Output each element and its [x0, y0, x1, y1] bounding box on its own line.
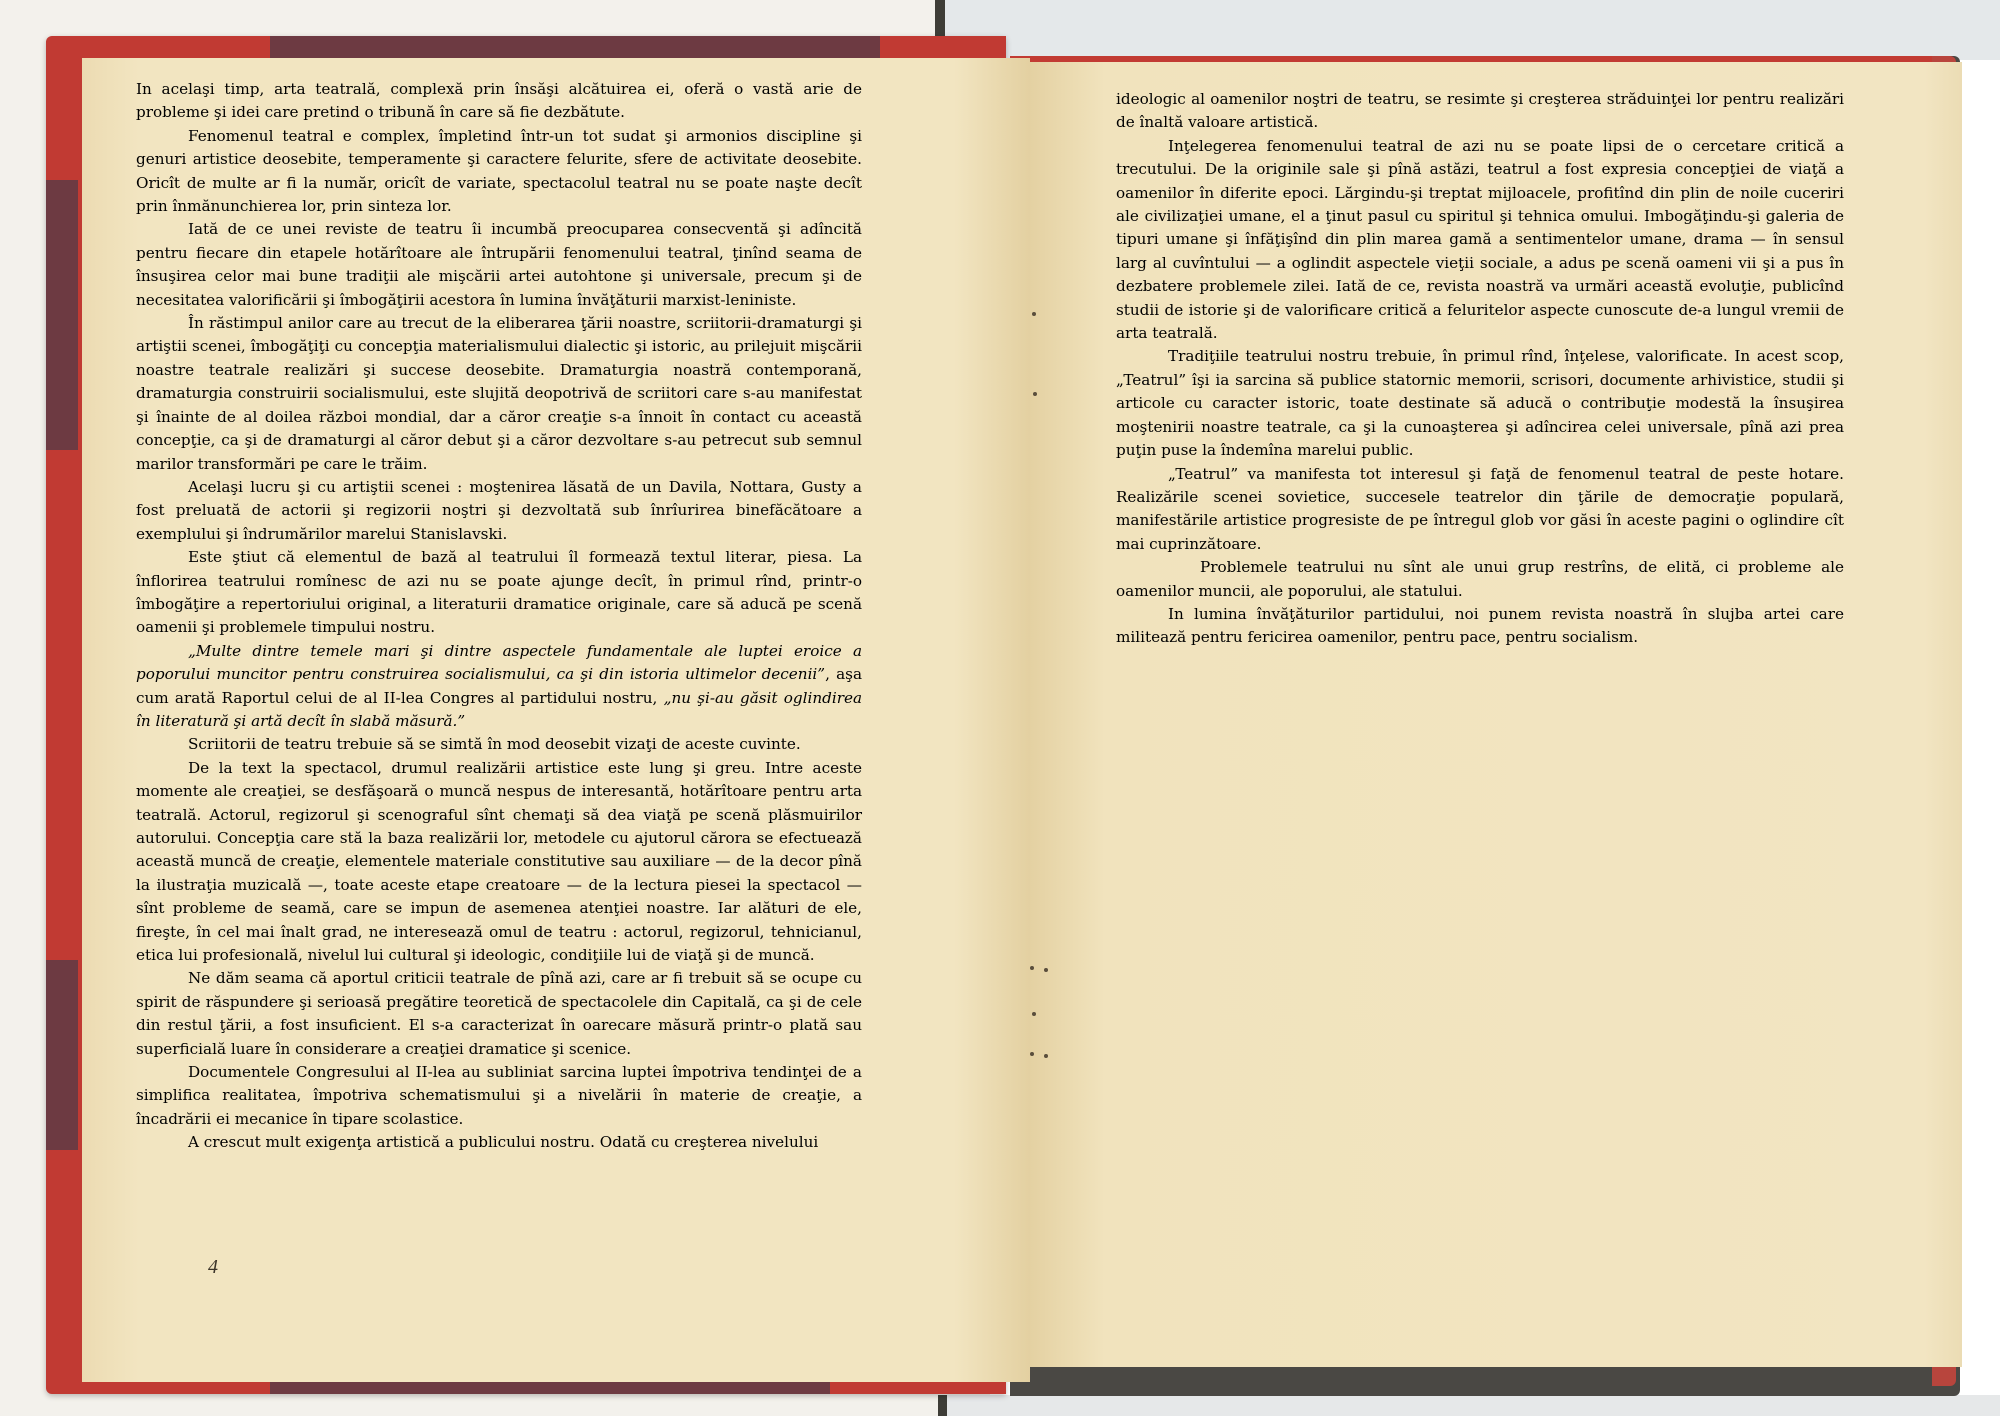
- left-page-text: [136, 78, 862, 1155]
- congress-quote-paragraph: [136, 640, 862, 734]
- binding-stitch: [1044, 968, 1048, 972]
- paragraph: In lumina învăţăturilor partidului, noi punem revista noastră în slujba artei care militează pentru fericirea oamenilor, pentru pace, pentru socialism.: [1116, 604, 1844, 647]
- paragraph: In acelaşi timp, arta teatrală, complexă prin însăşi alcătuirea ei, oferă o vastă arie de probleme şi idei care pretind o tribună în care să fie dezbătute.: [136, 80, 862, 122]
- paragraph: Iată de ce unei reviste de teatru îi incumbă preocuparea consecventă şi adîncită pentru fiecare din etapele hotărîtoare ale întrupării fenomenului teatral, ţinînd seama de însuşirea celor mai bune tradiţii ale mişcării artei autohtone şi universale, precum şi de necesitatea valorificării şi îmbogăţirii acestora în lumina învăţăturii marxist-leniniste.: [136, 220, 862, 309]
- page-number: 4: [208, 1256, 218, 1278]
- paragraph: De la text la spectacol, drumul realizării artistice este lung şi greu. Intre aceste momente ale creaţiei, se desfăşoară o muncă nespus de interesantă, hotărîtoare pentru arta teatrală. Actorul, regizorul şi scenograful sînt chemaţi să dea viaţă pe scenă plăsmuirilor autorului. Concepţia care stă la baza realizării lor, metodele cu ajutorul cărora se efectuează această muncă de creaţie, elementele materiale constitutive sau auxiliare — de la decor pînă la ilustraţia muzicală —, toate aceste etape creatoare — de la lectura piesei la spectacol — sînt probleme de seamă, care se impun de asemenea atenţiei noastre. Iar alături de ele, fireşte, în cel mai înalt grad, ne interesează omul de teatru : actorul, regizorul, tehnicianul, etica lui profesională, nivelul lui cultural şi ideologic, condiţiile lui de viaţă şi de muncă.: [136, 758, 862, 965]
- binding-stitch: [1032, 312, 1036, 316]
- cover-cloth-strip-top: [270, 36, 880, 60]
- binding-stitch: [1044, 1054, 1048, 1058]
- paragraph: Fenomenul teatral e complex, împletind într-un tot sudat şi armonios discipline şi genuri artistice deosebite, temperamente şi caractere felurite, sfere de activitate deosebite. Oricît de multe ar fi la număr, oricît de variate, spectacolul teatral nu se poate naşte decît prin înmănunchierea lor, prin sinteza lor.: [136, 126, 862, 216]
- binding-stitch: [1030, 966, 1034, 970]
- paragraph: Ne dăm seama că aportul criticii teatrale de pînă azi, care ar fi trebuit să se ocupe cu spirit de răspundere şi serioasă pregătire teoretică de spectacolele din Capitală, ca şi de cele din restul ţării, a fost insuficient. El s-a caracterizat în oarecare măsură printr-o plată sau superficială luare în considerare a creaţiei dramatice şi scenice.: [136, 969, 862, 1058]
- paragraph: Documentele Congresului al II-lea au subliniat sarcina luptei împotriva tendinţei de a simplifica realitatea, împotriva schematismului şi a nivelării în materie de creaţie, a încadrării ei mecanice în tipare scolastice.: [136, 1063, 862, 1128]
- binding-stitch: [1030, 1052, 1034, 1056]
- binding-stitch: [1032, 1012, 1036, 1016]
- binding-stitch: [1033, 392, 1037, 396]
- paragraph: Inţelegerea fenomenului teatral de azi nu se poate lipsi de o cercetare critică a trecutului. De la originile sale şi pînă astăzi, teatrul a fost expresia concepţiei de viaţă a oamenilor în diferite epoci. Lărgindu-şi treptat mijloacele, profitînd din plin de noile cuceriri ale civilizaţiei umane, el a ţinut pasul cu spiritul şi tehnica omului. Imbogăţindu-şi galeria de tipuri umane şi înfăţişînd din plin marea gamă a sentimentelor umane, drama — în sensul larg al cuvîntului — a oglindit aspectele vieţii sociale, a adus pe scenă oameni vii şi a pus în dezbatere problemele zilei. Iată de ce, revista noastră va urmări această evoluţie, publicînd studii de istorie şi de valorificare critică a feluritelor aspecte cunoscute de-a lungul vremii de arta teatrală.: [1116, 136, 1844, 343]
- quote-connector: , aşa cum arată Raportul celui de al II-lea Congres al partidului nostru,: [136, 665, 862, 707]
- paragraph: ideologic al oamenilor noştri de teatru, se resimte şi creşterea străduinţei lor pentru realizări de înaltă valoare artistică.: [1116, 90, 1844, 132]
- paragraph: A crescut mult exigenţa artistică a publicului nostru. Odată cu creşterea nivelului: [188, 1133, 819, 1152]
- cover-cloth-strip-side: [46, 180, 78, 450]
- paragraph: În răstimpul anilor care au trecut de la eliberarea ţării noastre, scriitorii-dramaturgi şi artiştii scenei, îmbogăţiţi cu concepţia materialismului dialectic şi istoric, au prilejuit mişcării noastre teatrale realizări şi succese deosebite. Dramaturgia noastră contemporană, dramaturgia construirii socialismului, este slujită deopotrivă de scriitori care s-au manifestat şi înainte de al doilea război mondial, dar a căror creaţie s-a înnoit în contact cu această concepţie, ca şi de dramaturgi al căror debut şi a căror dezvoltare s-au petrecut sub semnul marilor transformări pe care le trăim.: [136, 314, 862, 473]
- background-right-top: [935, 0, 2000, 60]
- right-page-text: [1116, 88, 1844, 650]
- quote-italic: „Multe dintre temele mari şi dintre aspectele fundamentale ale luptei eroice a poporului muncitor pentru construirea socialismului, ca şi din istoria ultimelor decenii”: [136, 641, 862, 684]
- quote-italic: „nu şi-au găsit oglindirea în literatură şi artă decît în slabă măsură.”: [136, 688, 862, 730]
- background-bottom: [945, 1395, 2000, 1416]
- background-bottom-edge: [938, 1395, 947, 1416]
- paragraph: Tradiţiile teatrului nostru trebuie, în primul rînd, înţelese, valorificate. In acest scop, „Teatrul” îşi ia sarcina să publice statornic memorii, scrisori, documente arhivistice, studii şi articole cu caracter istoric, toate destinate să aducă o contribuţie modestă la însuşirea moştenirii noastre teatrale, ca şi la cunoaşterea şi adîncirea celei universale, pînă azi prea puţin puse la îndemîna marelui public.: [1116, 347, 1844, 460]
- paragraph: Acelaşi lucru şi cu artiştii scenei : moştenirea lăsată de un Davila, Nottara, Gusty a fost preluată de actorii şi regizorii noştri şi dezvoltată sub înrîurirea binefăcătoare a exemplului şi îndrumărilor marelui Stanislavski.: [136, 477, 862, 543]
- paragraph: „Teatrul” va manifesta tot interesul şi faţă de fenomenul teatral de peste hotare. Realizările scenei sovietice, succesele teatrelor din ţările de democraţie populară, manifestările artistice progresiste de pe întregul glob vor găsi în aceste pagini o oglindire cît mai cuprinzătoare.: [1116, 464, 1844, 553]
- cover-cloth-strip-side-lower: [46, 960, 78, 1150]
- paragraph: Problemele teatrului nu sînt ale unui grup restrîns, de elită, ci probleme ale oamenilor muncii, ale poporului, ale statului.: [1116, 558, 1844, 600]
- paragraph: Este ştiut că elementul de bază al teatrului îl formează textul literar, piesa. La înflorirea teatrului romînesc de azi nu se poate ajunge decît, în primul rînd, printr-o îmbogăţire a repertoriului original, a literaturii dramatice originale, care să aducă pe scenă oamenii şi problemele timpului nostru.: [136, 548, 862, 637]
- paragraph: Scriitorii de teatru trebuie să se simtă în mod deosebit vizaţi de aceste cuvinte.: [188, 735, 801, 754]
